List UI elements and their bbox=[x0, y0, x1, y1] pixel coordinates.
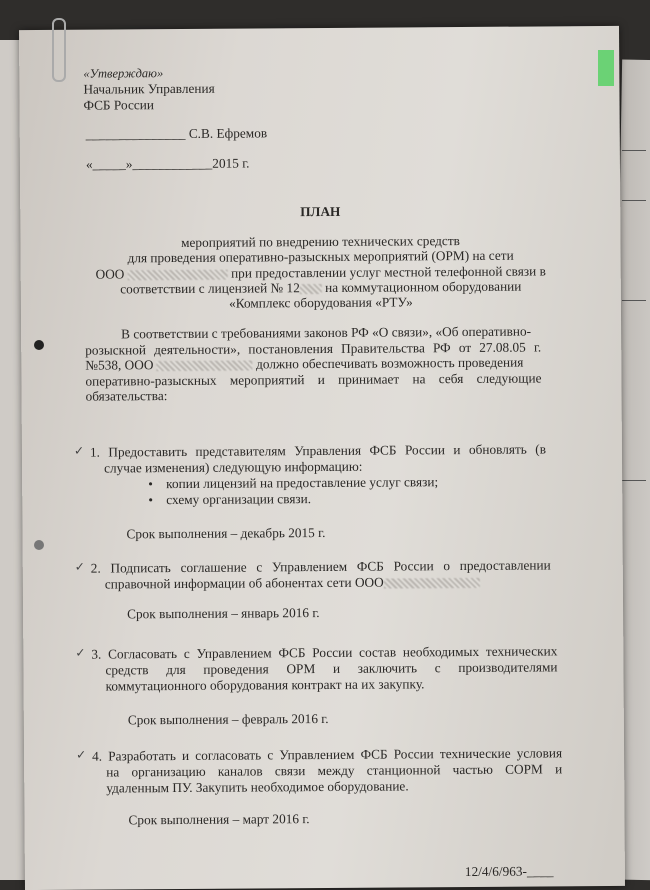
item-4-line-2: на организацию каналов связи между станционной частью СОРМ и bbox=[106, 761, 563, 780]
item-3-line-3: коммутационного оборудования контракт на их закупку. bbox=[105, 676, 425, 694]
redacted-company bbox=[157, 360, 253, 371]
document-title: ПЛАН bbox=[300, 203, 341, 220]
approval-line-2: Начальник Управления bbox=[83, 80, 215, 97]
subtitle-ooo: ООО bbox=[95, 266, 125, 282]
item-1-line-1: 1. Предоставить представителям Управления ФСБ России и обновлять (в bbox=[89, 441, 546, 460]
bullet-text: схему организации связи. bbox=[166, 491, 312, 508]
handwritten-check-mark: ✓ bbox=[73, 443, 85, 458]
item-4-line-3: удаленным ПУ. Закупить необходимое оборудование. bbox=[106, 778, 409, 796]
item-1-deadline: Срок выполнения – декабрь 2015 г. bbox=[126, 524, 326, 542]
item-2-deadline: Срок выполнения – январь 2016 г. bbox=[127, 605, 320, 622]
approval-line-1: «Утверждаю» bbox=[83, 66, 164, 81]
item-4-line-1: 4. Разработать и согласовать с Управлением ФСБ России технические условия bbox=[92, 745, 563, 764]
item-3-line-2: средств для проведения ОРМ и заключить с производителями bbox=[105, 659, 558, 678]
redacted-company bbox=[128, 270, 228, 281]
back-sheet-line bbox=[622, 300, 646, 301]
item-2-line-1: 2. Подписать соглашение с Управлением ФСБ России о предоставлении bbox=[90, 557, 551, 576]
binder-hole bbox=[34, 540, 44, 550]
intro-line-3-text: должно обеспечивать возможность проведения bbox=[256, 354, 524, 372]
subtitle-license: соответствии с лицензией № 12 bbox=[120, 280, 300, 297]
intro-line-5: обязательства: bbox=[85, 388, 168, 404]
approval-line-3: ФСБ России bbox=[83, 97, 155, 113]
approval-date: «_____»____________2015 г. bbox=[85, 155, 250, 172]
back-sheet-line bbox=[622, 200, 646, 201]
item-4-deadline: Срок выполнения – март 2016 г. bbox=[128, 811, 310, 828]
green-sticky-tab bbox=[598, 50, 614, 86]
intro-ooo: №538, ООО bbox=[85, 357, 154, 373]
bullet-text: копии лицензий на предоставление услуг связи; bbox=[166, 474, 439, 492]
item-1-line-2: случае изменения) следующую информацию: bbox=[104, 458, 363, 476]
handwritten-check-mark: ✓ bbox=[76, 747, 87, 762]
item-3-deadline: Срок выполнения – февраль 2016 г. bbox=[127, 710, 329, 728]
subtitle-line-4-text: на коммутационном оборудовании bbox=[325, 278, 522, 295]
handwritten-check-mark: ✓ bbox=[74, 559, 85, 574]
subtitle-line-3-text: при предоставлении услуг местной телефонной связи в bbox=[230, 263, 546, 281]
subtitle-line-2: для проведения оперативно-разыскных мероприятий (ОРМ) на сети bbox=[127, 247, 514, 266]
redacted-company bbox=[384, 578, 480, 589]
intro-line-2: розыскной деятельности», постановления Правительства РФ от 27.08.05 г. bbox=[85, 339, 542, 358]
intro-line-4: оперативно-разыскных мероприятий и принимает на себя следующие bbox=[85, 370, 542, 389]
binder-hole bbox=[34, 340, 44, 350]
redacted-license bbox=[300, 284, 322, 294]
back-sheet-line bbox=[622, 150, 646, 151]
subtitle-line-1: мероприятий по внедрению технических средств bbox=[181, 233, 460, 250]
bullet-item: • копии лицензий на предоставление услуг связи; bbox=[148, 474, 439, 492]
document-page bbox=[19, 26, 625, 890]
intro-line-1: В соответствии с требованиями законов РФ «О связи», «Об оперативно- bbox=[121, 323, 532, 342]
bullet-item: • схему организации связи. bbox=[148, 491, 312, 508]
item-2-line-2-text: справочной информации об абонентах сети ООО bbox=[104, 574, 384, 592]
back-sheet-line bbox=[622, 480, 646, 481]
item-2-line-2 bbox=[105, 573, 480, 593]
paper-clip bbox=[52, 18, 66, 82]
item-3-line-1: 3. Согласовать с Управлением ФСБ России состав необходимых технических bbox=[91, 643, 558, 662]
subtitle-line-5: «Комплекс оборудования «РТУ» bbox=[229, 294, 413, 311]
handwritten-check-mark: ✓ bbox=[75, 645, 86, 660]
approval-signature: _______________ С.В. Ефремов bbox=[85, 125, 268, 142]
document-number: 12/4/6/963-____ bbox=[464, 863, 554, 880]
